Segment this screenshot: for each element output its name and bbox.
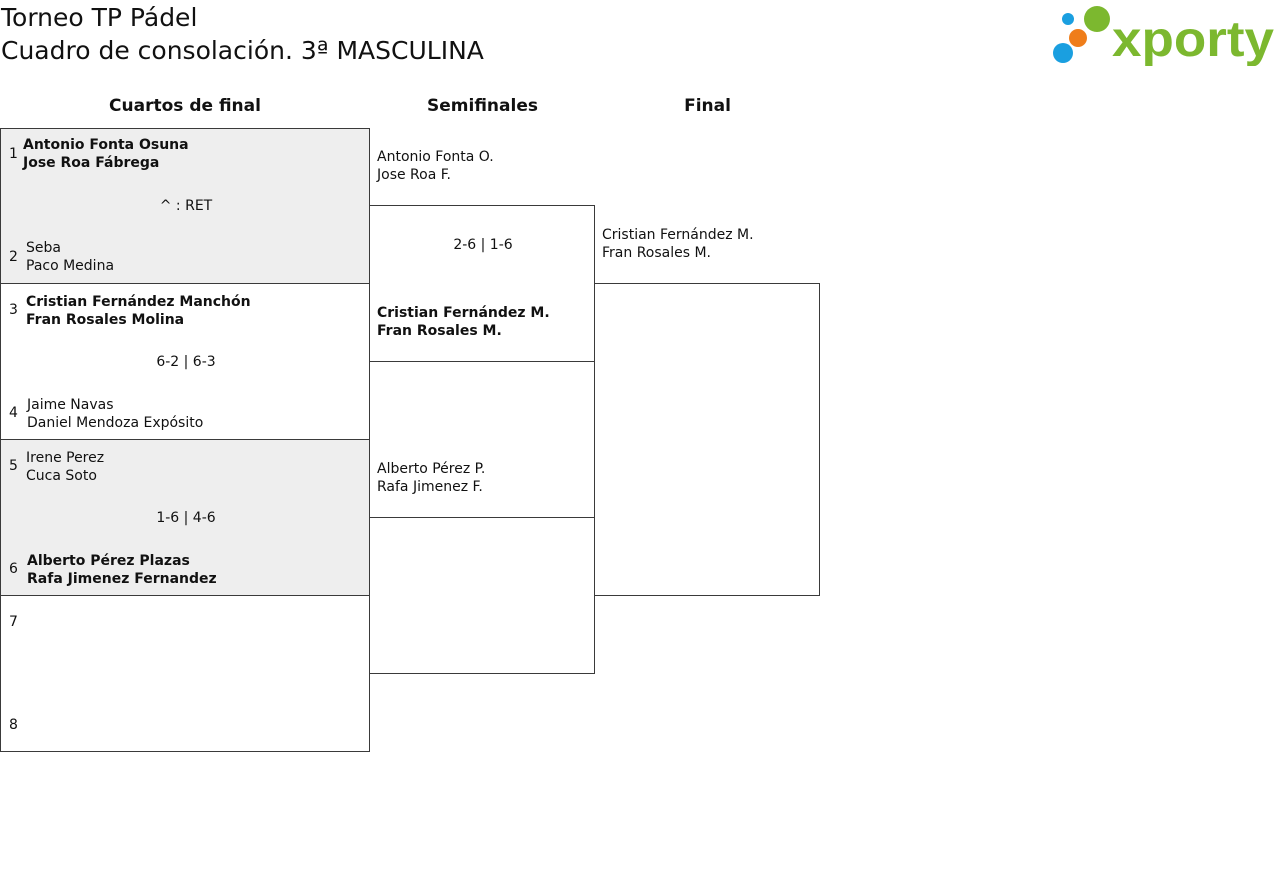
player-name: Cristian Fernández M. [602, 227, 754, 243]
logo-dot-blue-bottom [1053, 43, 1073, 63]
match-score: 2-6 | 1-6 [453, 237, 513, 253]
match-score: ^ : RET [159, 198, 213, 214]
semifinal-1-top-team [377, 148, 494, 184]
player-name: Fran Rosales M. [377, 323, 502, 339]
player-name: Fran Rosales Molina [26, 312, 185, 328]
round-header-quarterfinals: Cuartos de final [109, 96, 261, 116]
quarterfinal-match-3 [0, 439, 370, 596]
player-name: Antonio Fonta Osuna [23, 137, 189, 153]
team-2-names [26, 239, 114, 275]
logo-dot-orange [1069, 29, 1087, 47]
seed-number: 4 [9, 405, 18, 421]
player-name: Jose Roa F. [377, 167, 451, 183]
player-name: Seba [26, 240, 61, 256]
quarterfinal-match-4 [0, 595, 370, 752]
team-1-names [23, 136, 189, 172]
logo-wordmark: xporty [1112, 11, 1275, 66]
player-name: Jose Roa Fábrega [23, 155, 160, 171]
semifinal-2-top-team [377, 460, 485, 496]
semifinal-match-1 [369, 205, 595, 362]
semifinal-1-bottom-team [377, 304, 550, 340]
seed-number: 2 [9, 249, 18, 265]
player-name: Jaime Navas [27, 397, 114, 413]
seed-number: 7 [9, 614, 18, 630]
match-score: 1-6 | 4-6 [156, 510, 216, 526]
seed-number: 6 [9, 561, 18, 577]
quarterfinal-match-1 [0, 128, 370, 284]
player-name: Cristian Fernández Manchón [26, 294, 251, 310]
player-name: Cuca Soto [26, 468, 97, 484]
team-4-names [27, 396, 203, 432]
seed-number: 8 [9, 717, 18, 733]
semifinal-match-2 [369, 517, 595, 674]
match-score: 6-2 | 6-3 [156, 354, 216, 370]
logo-dot-blue-top [1062, 13, 1074, 25]
player-name: Antonio Fonta O. [377, 149, 494, 165]
team-5-names [26, 449, 104, 485]
player-name: Irene Perez [26, 450, 105, 466]
player-name: Paco Medina [26, 258, 115, 274]
player-name: Alberto Pérez P. [377, 461, 486, 477]
seed-number: 5 [9, 458, 18, 474]
team-3-names [26, 293, 251, 329]
seed-number: 3 [9, 302, 18, 318]
player-name: Rafa Jimenez F. [377, 479, 483, 495]
player-name: Cristian Fernández M. [377, 305, 550, 321]
final-match [594, 283, 820, 596]
final-top-team [602, 226, 754, 262]
tournament-title: Torneo TP Pádel [1, 3, 198, 32]
xporty-logo [1050, 4, 1276, 66]
quarterfinal-match-2 [0, 283, 370, 440]
player-name: Alberto Pérez Plazas [27, 553, 190, 569]
round-header-final: Final [684, 96, 731, 116]
logo-dot-green [1084, 6, 1110, 32]
team-6-names [27, 552, 217, 588]
round-header-semifinals: Semifinales [427, 96, 538, 116]
player-name: Rafa Jimenez Fernandez [27, 571, 217, 587]
draw-subtitle: Cuadro de consolación. 3ª MASCULINA [1, 36, 484, 65]
player-name: Fran Rosales M. [602, 245, 712, 261]
seed-number: 1 [9, 146, 18, 162]
player-name: Daniel Mendoza Expósito [27, 415, 204, 431]
